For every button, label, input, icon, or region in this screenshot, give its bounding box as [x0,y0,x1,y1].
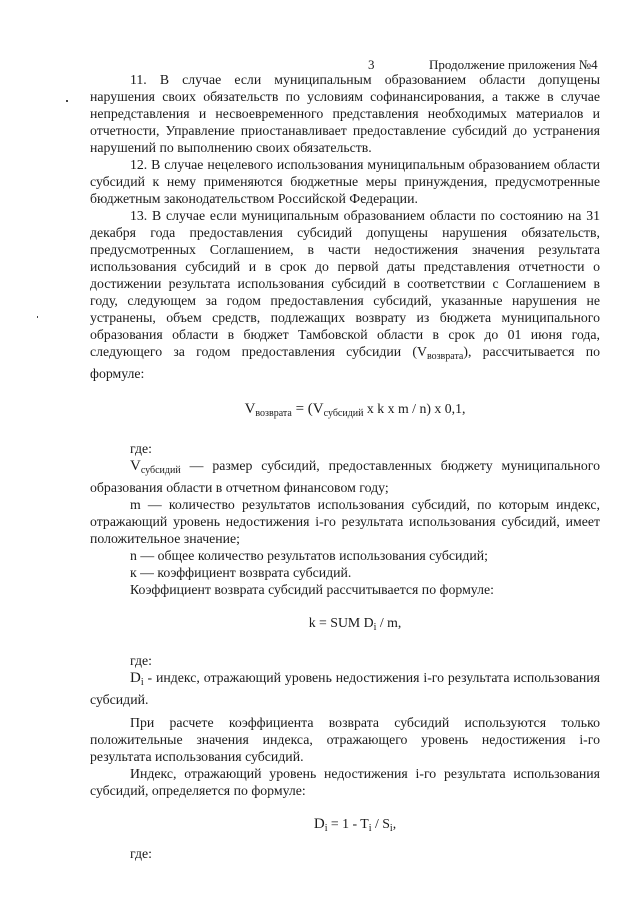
definition-k: к — коэффициент возврата субсидий. [130,565,352,580]
formula-index: $D_i = 1 - T_i / S_i$, [313,816,397,834]
scan-speck [37,316,38,318]
where-label: где: [130,441,152,456]
where-label: где: [130,653,152,668]
definition-n: n — общее количество результатов использования субсидий; [130,548,488,563]
definition-d: $D_i$ - индекс, отражающий уровень недостижения i-го результата использования субсидий. [90,670,600,707]
where-label: где: [130,846,152,861]
coefficient-intro: Коэффициент возврата субсидий рассчитывается по формуле: [130,582,494,597]
scan-speck [66,100,68,102]
paragraph-12: 12. В случае нецелевого использования муниципальным образованием области субсидий к нему применяются бюджетные меры принуждения, предусмотренные бюджетным законодательством Российской Федерации. [90,157,600,206]
formula-coefficient: k = SUM $D_i$ / m, [308,615,402,633]
page-number: 3 [368,57,375,72]
document-body [90,71,600,862]
definition-m: m — количество результатов использования субсидий, по которым индекс, отражающий уровень недостижения i-го результата использования субсидий, имеет положительное значение; [90,497,600,546]
paragraph-calculation: При расчете коэффициента возврата субсидий используются только положительные значения индекса, отражающего уровень недостижения i-го результата использования субсидий. [90,715,600,764]
definition-v: $V_{субсидий}$ — размер субсидий, предоставленных бюджету муниципального образования области в отчетном финансовом году; [90,458,600,495]
paragraph-13: 13. В случае если муниципальным образованием области по состоянию на 31 декабря года предоставления субсидий допущены нарушения обязательств, предусмотренных Соглашением, в части недостижения значения результата использования субсидий и в срок до первой даты представления отчетности о достижении результата использования субсидий в соответствии с Соглашением в году, следующем за годом предоставления субсидий, указанные нарушения не устранены, объем средств, подлежащих возврату из бюджета муниципального образования области в бюджет Тамбовской области в срок до 01 июня года, следующего за годом предоставления субсидии $(V_{возврата})$, рассчитывается по формуле: [90,208,601,381]
paragraph-index: Индекс, отражающий уровень недостижения i-го результата использования субсидий, определяется по формуле: [90,766,600,798]
continuation-label: Продолжение приложения №4 [429,57,598,72]
paragraph-11: 11. В случае если муниципальным образованием области допущены нарушения своих обязательств по условиям софинансирования, а также в случае непредставления и несвоевременного представления необходимых материалов и отчетности, Управление приостанавливает предоставление субсидий до устранения нарушений по выполнению своих обязательств. [90,72,600,155]
formula-return-volume: $V_{возврата} = (V_{субсидий}$ x k x m / n) x 0,1, [244,401,466,419]
